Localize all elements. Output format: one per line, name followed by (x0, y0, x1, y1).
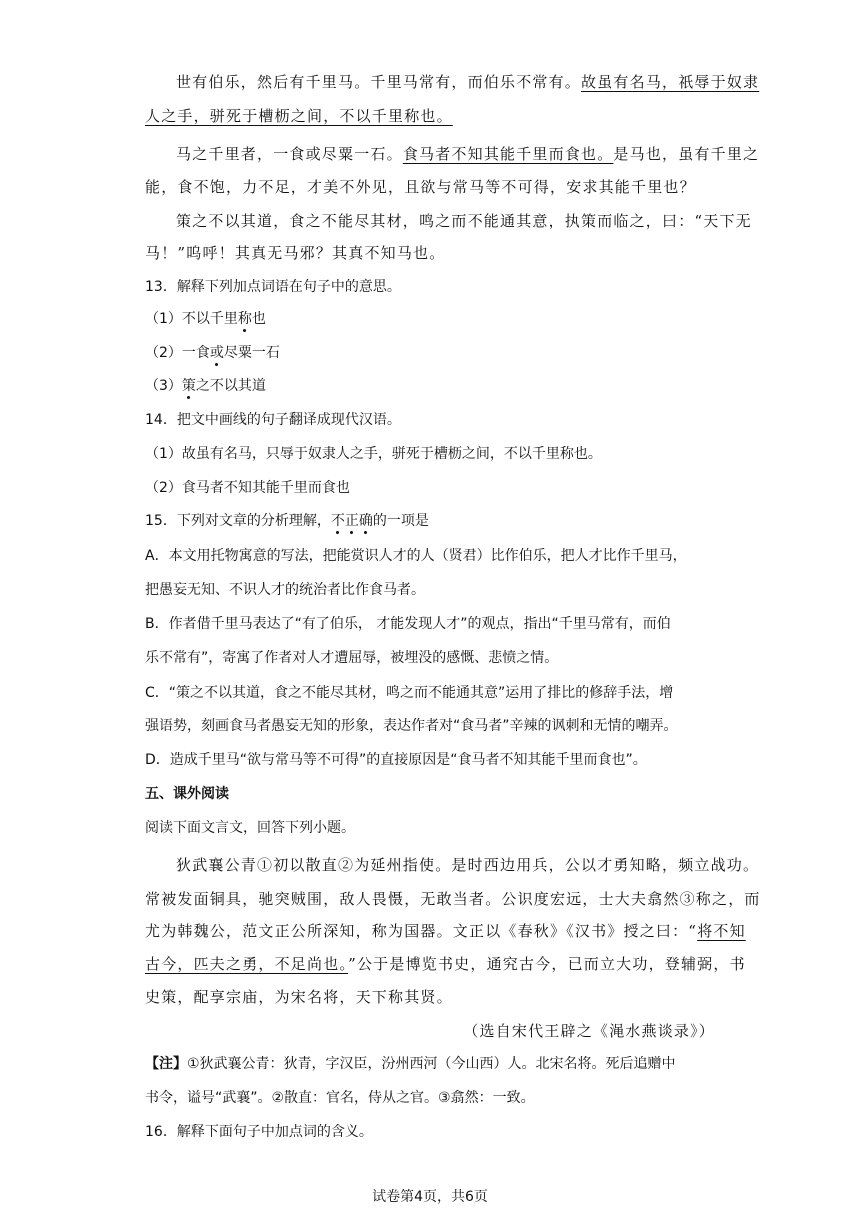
option-b-line: B．作者借千里马表达了“有了伯乐， 才能发现人才”的观点，指出“千里马常有，而伯 (145, 616, 671, 632)
item-text: （1）不以千里 (145, 311, 238, 327)
note-line: 书令，谥号“武襄”。②散直：官名，侍从之官。③翕然：一致。 (145, 1090, 535, 1106)
underlined-sentence: 古今，匹夫之勇，不足尚也。 (145, 955, 349, 973)
underlined-sentence: 人之手，骈死于槽枥之间，不以千里称也。 (145, 107, 453, 125)
dotted-word: 策 (181, 378, 196, 394)
item-text: 15．下列对文章的分析理解， (145, 513, 331, 529)
question-13-item-2 (145, 343, 280, 363)
passage1-line (145, 106, 453, 126)
dotted-word: 不 (330, 513, 345, 529)
passage-text: 尤为韩魏公，范文正公所深知，称为国器。文正以《春秋》《汉书》授之曰：“ (145, 922, 698, 940)
dotted-word: 正 (344, 513, 359, 529)
passage-text: 世有伯乐，然后有千里马。千里马常有，而伯乐不常有。 (176, 73, 582, 91)
passage2-line: 常被发面铜具，驰突贼围，敌人畏慑，无敢当者。公识度宏远，士大夫翕然③称之，而 (145, 890, 761, 908)
option-c-line: 强语势，刻画食马者愚妄无知的形象，表达作者对“食马者”辛辣的讽刺和无情的嘲弄。 (145, 718, 678, 734)
passage-text: 是马也，虽有千里之 (613, 145, 760, 163)
passage-text: ”公于是博览书史，通究古今，已而立大功，登辅弼，书 (348, 955, 746, 973)
question-14-stem: 14．把文中画线的句子翻译成现代汉语。 (145, 412, 401, 428)
option-a-line: A．本文用托物寓意的写法，把能赏识人才的人（贤君）比作伯乐，把人才比作千里马， (145, 548, 687, 564)
passage2-line: 史策，配享宗庙，为宋名将，天下称其贤。 (145, 988, 453, 1006)
option-b-line: 乐不常有”，寄寓了作者对人才遭屈辱，被埋没的感慨、悲愤之情。 (145, 650, 559, 666)
option-c-line: C．“策之不以其道，食之不能尽其材，鸣之而不能通其意”运用了排比的修辞手法，增 (145, 685, 674, 701)
note-label: 【注】 (145, 1056, 187, 1072)
question-15-stem (145, 511, 429, 531)
passage-source: （选自宋代王辟之《渑水燕谈录》） (463, 1022, 715, 1040)
passage1-line (176, 144, 759, 164)
underlined-sentence: 将不知 (697, 922, 746, 940)
question-16-stem: 16．解释下面句子中加点词的含义。 (145, 1124, 373, 1140)
item-text: （3） (145, 378, 182, 394)
passage2-line (145, 954, 746, 974)
passage1-line (176, 72, 759, 92)
question-14-item-1: （1）故虽有名马，只辱于奴隶人之手，骈死于槽枥之间，不以千里称也。 (145, 446, 602, 462)
item-text: 尽粟一石 (223, 345, 280, 361)
item-text: 也 (251, 311, 266, 327)
passage1-line: 马！”呜呼！其真无马邪？其真不知马也。 (145, 244, 446, 262)
dotted-word: 或 (209, 345, 224, 361)
item-text: 的一项是 (372, 513, 429, 529)
option-d-line: D．造成千里马“欲与常马等不可得”的直接原因是“食马者不知其能千里而食也”。 (145, 752, 647, 768)
dotted-word: 确 (358, 513, 373, 529)
passage2-line (145, 921, 746, 941)
section-title: 五、课外阅读 (145, 786, 229, 802)
passage1-line: 策之不以其道，食之不能尽其材，鸣之而不能通其意，执策而临之，曰：“天下无 (176, 212, 752, 230)
question-14-item-2: （2）食马者不知其能千里而食也 (145, 480, 350, 496)
page-footer: 试卷第4页，共6页 (372, 1189, 488, 1205)
option-a-line: 把愚妄无知、不识人才的统治者比作食马者。 (145, 582, 425, 598)
question-13-item-3 (145, 376, 266, 396)
note-line (145, 1054, 676, 1074)
item-text: （2）一食 (145, 345, 210, 361)
question-13-item-1 (145, 309, 266, 329)
dotted-word: 称 (237, 311, 252, 327)
passage1-line: 能，食不饱，力不足，才美不外见，且欲与常马等不可得，安求其能千里也？ (145, 178, 696, 196)
note-text: ①狄武襄公青：狄青，字汉臣，汾州西河（今山西）人。北宋名将。死后追赠中 (187, 1056, 676, 1072)
item-text: 之不以其道 (195, 378, 266, 394)
passage2-line: 狄武襄公青①初以散直②为延州指使。是时西边用兵，公以才勇知略，频立战功。 (176, 856, 760, 874)
question-13-stem: 13．解释下列加点词语在句子中的意思。 (145, 279, 401, 295)
passage-text: 马之千里者，一食或尽粟一石。 (176, 145, 403, 163)
section-intro: 阅读下面文言文，回答下列小题。 (145, 820, 355, 836)
underlined-sentence: 食马者不知其能千里而食也。 (402, 145, 614, 163)
underlined-sentence: 故虽有名马，祇辱于奴隶 (581, 73, 760, 91)
